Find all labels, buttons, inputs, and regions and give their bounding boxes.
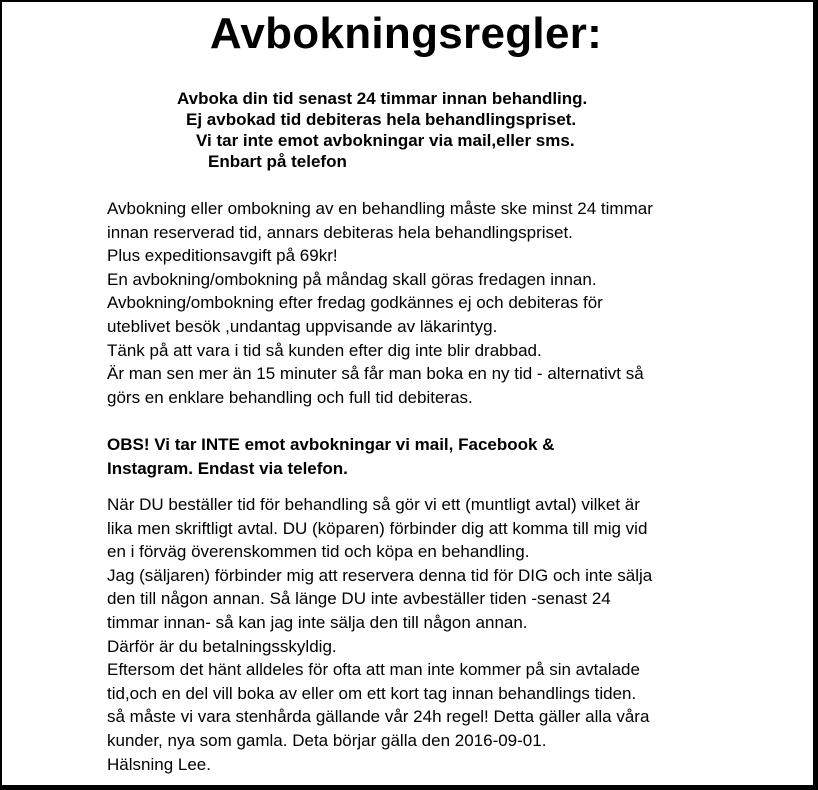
- text-line: kunder, nya som gamla. Deta börjar gälla den 2016-09-01.: [107, 730, 547, 750]
- text-line: En avbokning/ombokning på måndag skall göras fredagen innan.: [107, 269, 597, 289]
- text-line: timmar innan- så kan jag inte sälja den till någon annan.: [107, 612, 528, 632]
- cancellation-rules-summary: [0, 88, 812, 172]
- rule-line: Avboka din tid senast 24 timmar innan behandling.: [177, 89, 588, 108]
- agreement-paragraph: [107, 493, 797, 776]
- text-line: Är man sen mer än 15 minuter så får man boka en ny tid - alternativt så: [107, 364, 644, 384]
- text-line: Avbokning eller ombokning av en behandling måste ske minst 24 timmar: [107, 199, 653, 218]
- text-line: Instagram. Endast via telefon.: [107, 458, 348, 478]
- text-line: Avbokning/ombokning efter fredag godkännes ej och debiteras för: [107, 293, 603, 313]
- text-line: Plus expeditionsavgift på 69kr!: [107, 246, 338, 266]
- rule-line: Ej avbokad tid debiteras hela behandlingspriset.: [186, 110, 577, 129]
- text-line: den till någon annan. Så länge DU inte avbeställer tiden -senast 24: [107, 589, 611, 609]
- text-line: Därför är du betalningsskyldig.: [107, 636, 337, 656]
- text-line: När DU beställer tid för behandling så gör vi ett (muntligt avtal) vilket är: [107, 495, 640, 514]
- rule-line: Enbart på telefon: [208, 152, 347, 171]
- page-title: Avbokningsregler:: [209, 9, 603, 58]
- text-line: uteblivet besök ,undantag uppvisande av läkarintyg.: [107, 316, 498, 336]
- text-line: Jag (säljaren) förbinder mig att reservera denna tid för DIG och inte sälja: [107, 565, 653, 585]
- text-line: görs en enklare behandling och full tid debiteras.: [107, 387, 473, 407]
- rule-line: Vi tar inte emot avbokningar via mail,eller sms.: [196, 131, 575, 150]
- text-line: lika men skriftligt avtal. DU (köparen) förbinder dig att komma till mig vid: [107, 518, 648, 538]
- text-line: OBS! Vi tar INTE emot avbokningar vi mail, Facebook &: [107, 435, 555, 454]
- text-line: Eftersom det hänt alldeles för ofta att man inte kommer på sin avtalade: [107, 660, 640, 680]
- text-line: en i förväg överenskommen tid och köpa en behandling.: [107, 542, 530, 562]
- text-line: Tänk på att vara i tid så kunden efter dig inte blir drabbad.: [107, 340, 542, 360]
- text-line: innan reserverad tid, annars debiteras hela behandlingspriset.: [107, 222, 573, 242]
- signature-line: Hälsning Lee.: [107, 754, 211, 774]
- text-line: så måste vi vara stenhårda gällande vår 24h regel! Detta gäller alla våra: [107, 707, 650, 727]
- text-line: tid,och en del vill boka av eller om ett kort tag innan behandlings tiden.: [107, 683, 637, 703]
- cancellation-policy-paragraph: [107, 197, 797, 409]
- obs-notice: [107, 433, 797, 480]
